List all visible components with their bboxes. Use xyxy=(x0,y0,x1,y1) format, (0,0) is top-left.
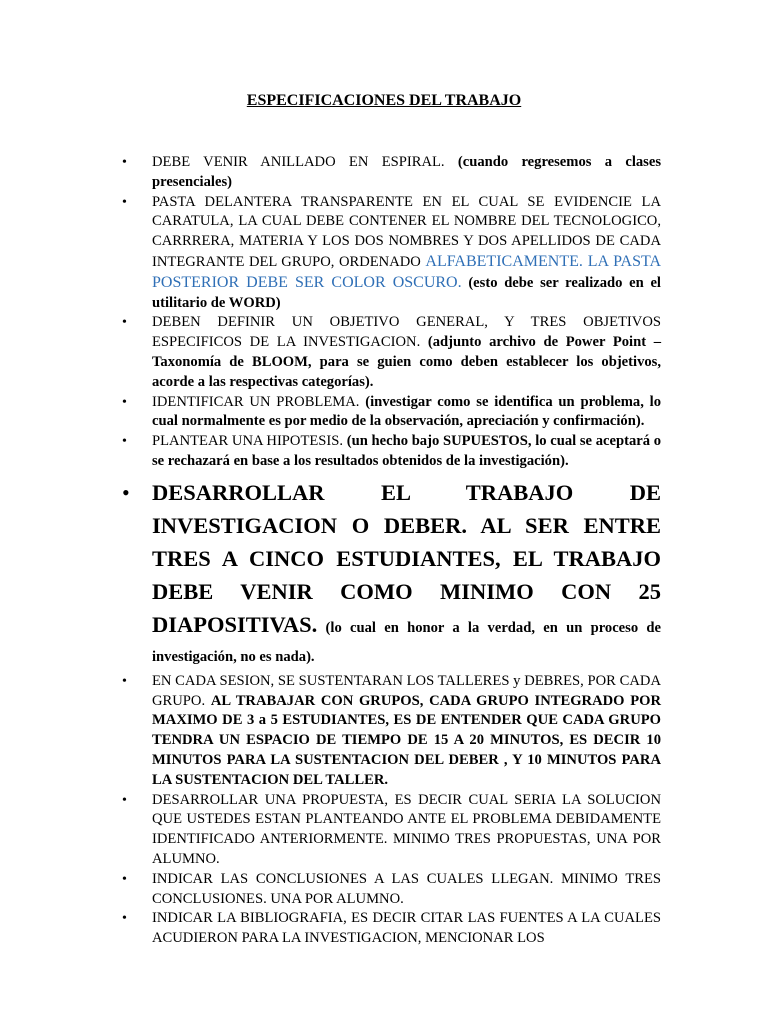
bullet-icon: • xyxy=(122,434,127,450)
item-text: DEBE VENIR ANILLADO EN ESPIRAL. xyxy=(152,154,458,170)
list-item xyxy=(120,393,661,433)
list-item xyxy=(120,672,661,791)
list-item xyxy=(120,909,661,949)
list-item xyxy=(120,478,661,672)
item-text: INDICAR LA BIBLIOGRAFIA, ES DECIR CITAR LAS FUENTES A LA CUALES ACUDIERON PARA LA INVESTIGACION, MENCIONAR LOS xyxy=(152,910,661,947)
item-note: (investigar como se identifica un problema, lo cual normalmente es por medio de la observación, apreciación y confirmación). xyxy=(152,393,662,430)
list-item xyxy=(120,791,661,870)
list-item xyxy=(120,153,661,193)
item-text: EN CADA SESION, SE SUSTENTARAN LOS TALLERES y DEBRES, POR CADA GRUPO. xyxy=(152,672,661,709)
bullet-icon: • xyxy=(122,871,127,887)
item-highlight: ALFABETICAMENTE. LA PASTA POSTERIOR DEBE SER COLOR OSCURO. xyxy=(152,252,662,291)
item-text: INDICAR LAS CONCLUSIONES A LAS CUALES LLEGAN. MINIMO TRES CONCLUSIONES. UNA POR ALUMNO. xyxy=(152,870,661,907)
specifications-list xyxy=(120,153,661,949)
bullet-icon: • xyxy=(122,155,127,170)
bullet-icon: • xyxy=(122,911,127,927)
bullet-icon: • xyxy=(122,479,130,505)
item-emphasis: DESARROLLAR EL TRABAJO DE INVESTIGACION O DEBER. AL SER ENTRE TRES A CINCO ESTUDIANTES, EL TRABAJO DEBE VENIR COMO MINIMO CON 25 DIAPOSITIVAS. xyxy=(152,479,661,637)
bullet-icon: • xyxy=(122,792,127,808)
item-note: (esto debe ser realizado en el utilitario de WORD) xyxy=(152,274,661,311)
bullet-icon: • xyxy=(122,394,127,410)
item-note: (adjunto archivo de Power Point – Taxonomía de BLOOM, para se guien como deben establecer los objetivos, acorde a las respectivas categorías). xyxy=(152,334,662,390)
bullet-icon: • xyxy=(122,194,127,210)
bullet-icon: • xyxy=(122,673,127,689)
bullet-icon: • xyxy=(122,315,127,331)
item-note: (lo cual en honor a la verdad, en un proceso de investigación, no es nada). xyxy=(152,619,661,665)
document-title: ESPECIFICACIONES DEL TRABAJO xyxy=(246,92,522,109)
list-item xyxy=(120,193,661,314)
item-text: DESARROLLAR UNA PROPUESTA, ES DECIR CUAL SERIA LA SOLUCION QUE USTEDES ESTAN PLANTEANDO ANTE EL PROBLEMA DEBIDAMENTE IDENTIFICADO ANTERIORMENTE. MINIMO TRES PROPUESTAS, UNA POR ALUMNO. xyxy=(152,791,661,867)
item-text: PLANTEAR UNA HIPOTESIS. xyxy=(152,433,347,450)
list-item xyxy=(120,432,661,472)
item-text: IDENTIFICAR UN PROBLEMA. xyxy=(152,393,366,410)
list-item xyxy=(120,870,661,910)
item-text: DEBEN DEFINIR UN OBJETIVO GENERAL, Y TRES OBJETIVOS ESPECIFICOS DE LA INVESTIGACION. xyxy=(152,314,661,351)
list-item xyxy=(120,313,661,392)
item-note: (un hecho bajo SUPUESTOS, lo cual se aceptará o se rechazará en base a los resultados obtenidos de la investigación). xyxy=(152,433,662,469)
item-note: AL TRABAJAR CON GRUPOS, CADA GRUPO INTEGRADO POR MAXIMO DE 3 a 5 ESTUDIANTES, ES DE ENTENDER QUE CADA GRUPO TENDRA UN ESPACIO DE TIEMPO DE 15 A 20 MINUTOS, ES DECIR 10 MINUTOS PARA LA SUSTENTACION DEL DEBER , Y 10 MINUTOS PARA LA SUSTENTACION DEL TALLER. xyxy=(152,692,662,788)
item-text: PASTA DELANTERA TRANSPARENTE EN EL CUAL SE EVIDENCIE LA CARATULA, LA CUAL DEBE CONTENER EL NOMBRE DEL TECNOLOGICO, CARRRERA, MATERIA Y LOS DOS NOMBRES Y DOS APELLIDOS DE CADA INTEGRANTE DEL GRUPO, ORDENADO xyxy=(152,193,661,270)
item-note: (cuando regresemos a clases presenciales) xyxy=(152,154,662,190)
